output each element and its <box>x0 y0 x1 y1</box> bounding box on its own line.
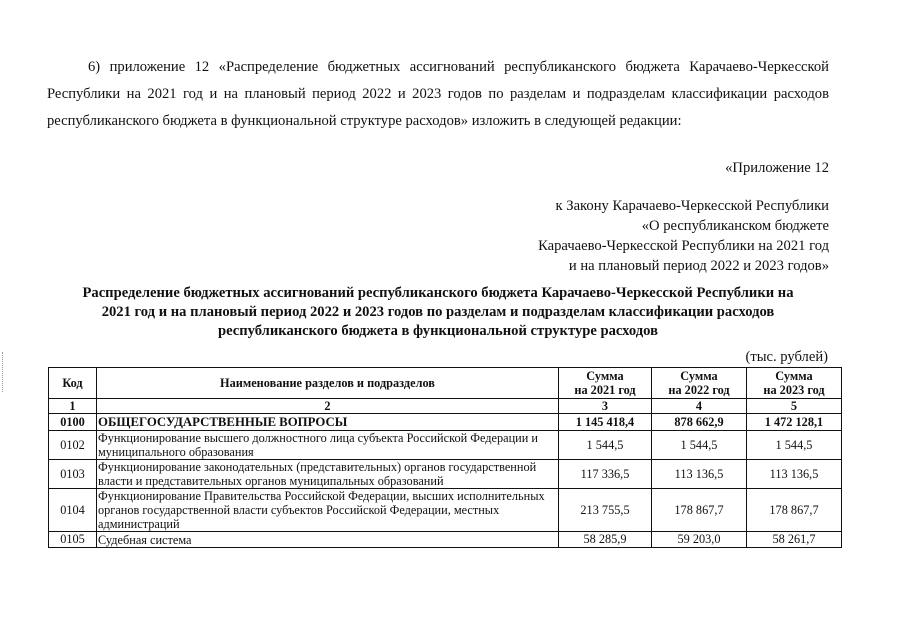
column-number: 5 <box>747 399 842 414</box>
row-sum-2022: 878 662,9 <box>652 414 747 431</box>
row-sum-2023: 113 136,5 <box>747 460 842 489</box>
header-sum-year: на 2021 год <box>574 383 636 397</box>
header-sum-year: на 2022 год <box>668 383 730 397</box>
table-row <box>49 532 842 548</box>
row-sum-2022: 113 136,5 <box>652 460 747 489</box>
title-line: республиканского бюджета в функциональной структуре расходов <box>217 323 658 339</box>
law-line: «О республиканском бюджете <box>641 218 829 234</box>
table-header-row <box>49 368 842 399</box>
row-code: 0103 <box>49 460 97 489</box>
title-line: 2021 год и на плановый период 2022 и 2023 годов по разделам и подразделам классификации расходов <box>101 304 775 320</box>
table-row <box>49 431 842 460</box>
row-name: ОБЩЕГОСУДАРСТВЕННЫЕ ВОПРОСЫ <box>97 414 559 431</box>
row-sum-2023: 58 261,7 <box>747 532 842 548</box>
scan-edge-mark <box>2 352 4 392</box>
appendix-law-reference <box>538 196 829 276</box>
document-title <box>47 284 829 341</box>
row-sum-2021: 58 285,9 <box>559 532 652 548</box>
row-name: Судебная система <box>97 532 559 548</box>
title-line: Распределение бюджетных ассигнований республиканского бюджета Карачаево-Черкесской Республики на <box>82 285 794 301</box>
row-code: 0104 <box>49 489 97 532</box>
row-sum-2022: 178 867,7 <box>652 489 747 532</box>
row-sum-2021: 1 544,5 <box>559 431 652 460</box>
header-sum-label: Сумма <box>775 369 813 383</box>
row-code: 0102 <box>49 431 97 460</box>
header-sum-2022 <box>652 368 747 399</box>
column-number: 1 <box>49 399 97 414</box>
appendix-title: «Приложение 12 <box>725 160 829 176</box>
row-name: Функционирование законодательных (представительных) органов государственной власти и представительных органов муниципальных образований <box>97 460 559 489</box>
row-sum-2022: 1 544,5 <box>652 431 747 460</box>
row-code: 0100 <box>49 414 97 431</box>
law-line: Карачаево-Черкесской Республики на 2021 год <box>538 238 829 254</box>
row-sum-2023: 1 472 128,1 <box>747 414 842 431</box>
header-sum-year: на 2023 год <box>763 383 825 397</box>
row-name: Функционирование высшего должностного лица субъекта Российской Федерации и муниципального образования <box>97 431 559 460</box>
table-row <box>49 489 842 532</box>
row-sum-2023: 178 867,7 <box>747 489 842 532</box>
row-sum-2023: 1 544,5 <box>747 431 842 460</box>
intro-paragraph: 6) приложение 12 «Распределение бюджетных ассигнований республиканского бюджета Карачаево-Черкесской Республики на 2021 год и на плановый период 2022 и 2023 годов по разделам и подразделам классификации расходов республиканского бюджета в функциональной структуре расходов» изложить в следующей редакции: <box>47 59 829 129</box>
column-number: 3 <box>559 399 652 414</box>
column-number: 4 <box>652 399 747 414</box>
header-sum-2021 <box>559 368 652 399</box>
header-sum-label: Сумма <box>680 369 718 383</box>
header-name: Наименование разделов и подразделов <box>97 368 559 399</box>
header-sum-label: Сумма <box>586 369 624 383</box>
unit-label: (тыс. рублей) <box>745 349 828 365</box>
row-name: Функционирование Правительства Российской Федерации, высших исполнительных органов государственной власти субъектов Российской Федерации, местных администраций <box>97 489 559 532</box>
row-sum-2021: 117 336,5 <box>559 460 652 489</box>
column-number: 2 <box>97 399 559 414</box>
column-number-row <box>49 399 842 414</box>
row-code: 0105 <box>49 532 97 548</box>
table-row <box>49 460 842 489</box>
header-sum-2023 <box>747 368 842 399</box>
row-sum-2021: 1 145 418,4 <box>559 414 652 431</box>
law-line: и на плановый период 2022 и 2023 годов» <box>568 258 829 274</box>
table-row <box>49 414 842 431</box>
row-sum-2022: 59 203,0 <box>652 532 747 548</box>
budget-table <box>48 367 842 548</box>
row-sum-2021: 213 755,5 <box>559 489 652 532</box>
law-line: к Закону Карачаево-Черкесской Республики <box>555 198 829 214</box>
header-code: Код <box>49 368 97 399</box>
